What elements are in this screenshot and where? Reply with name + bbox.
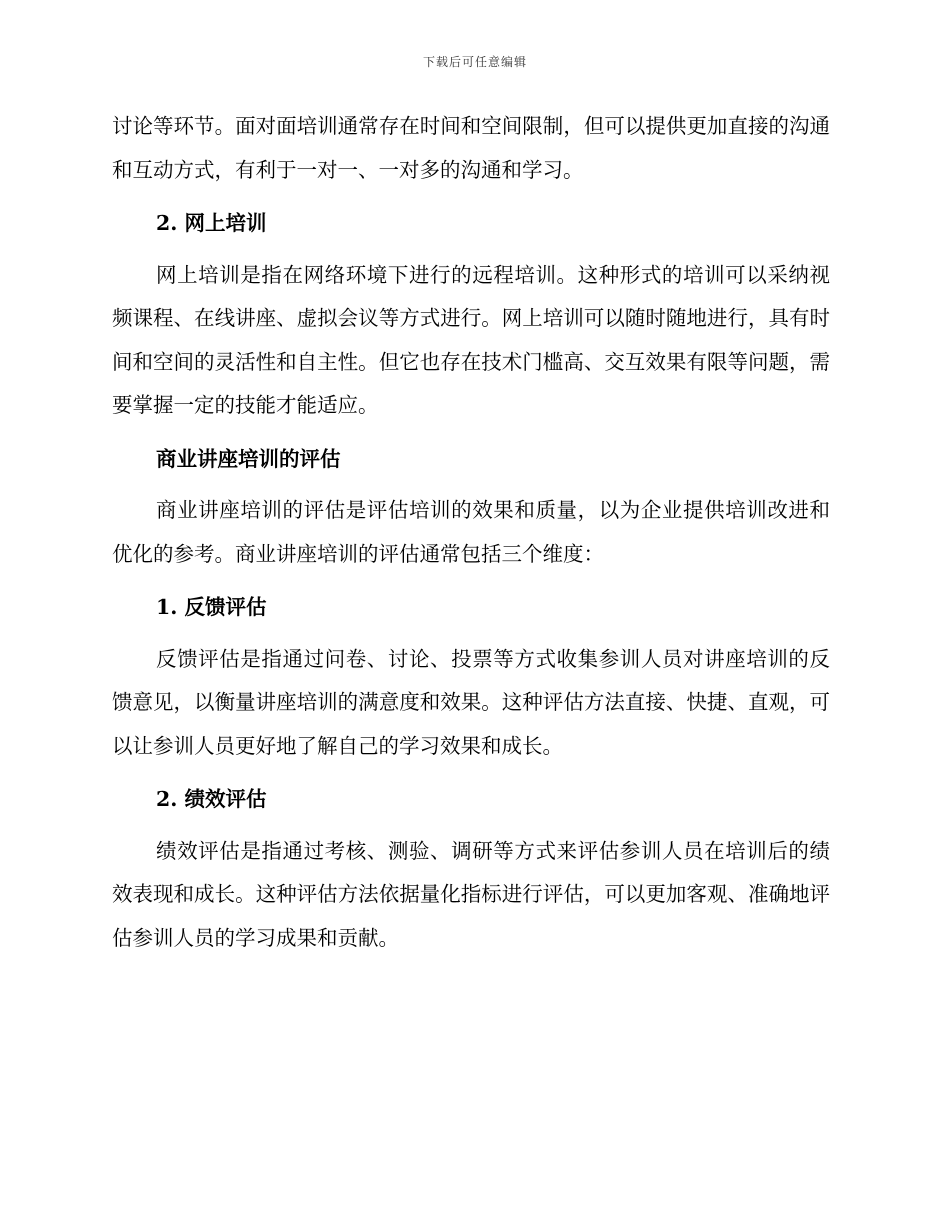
spacer: [112, 246, 830, 254]
body-paragraph: 讨论等环节。面对面培训通常存在时间和空间限制，但可以提供更加直接的沟通和互动方式，有利于一对一、一对多的沟通和学习。: [112, 114, 830, 182]
section-heading: 2. 网上培训: [156, 211, 267, 235]
document-body: [112, 105, 830, 960]
body-paragraph: 商业讲座培训的评估是评估培训的效果和质量，以为企业提供培训改进和优化的参考。商业讲座培训的评估通常包括三个维度：: [112, 498, 830, 566]
body-paragraph: 反馈评估是指通过问卷、讨论、投票等方式收集参训人员对讲座培训的反馈意见，以衡量讲座培训的满意度和效果。这种评估方法直接、快捷、直观，可以让参训人员更好地了解自己的学习效果和成长。: [112, 646, 830, 758]
spacer: [112, 192, 830, 202]
spacer: [112, 768, 830, 778]
section-heading: 商业讲座培训的评估: [156, 446, 341, 471]
section-heading: 2. 绩效评估: [156, 787, 267, 811]
spacer: [112, 428, 830, 438]
spacer: [112, 576, 830, 586]
page-header-note: 下载后可任意编辑: [422, 55, 527, 69]
spacer: [112, 630, 830, 638]
spacer: [112, 822, 830, 830]
section-heading: 1. 反馈评估: [156, 595, 267, 619]
body-paragraph: 网上培训是指在网络环境下进行的远程培训。这种形式的培训可以采纳视频课程、在线讲座、虚拟会议等方式进行。网上培训可以随时随地进行，具有时间和空间的灵活性和自主性。但它也存在技术门槛高、交互效果有限等问题，需要掌握一定的技能才能适应。: [112, 262, 830, 417]
body-paragraph: 绩效评估是指通过考核、测验、调研等方式来评估参训人员在培训后的绩效表现和成长。这种评估方法依据量化指标进行评估，可以更加客观、准确地评估参训人员的学习成果和贡献。: [112, 838, 830, 950]
spacer: [112, 481, 830, 489]
